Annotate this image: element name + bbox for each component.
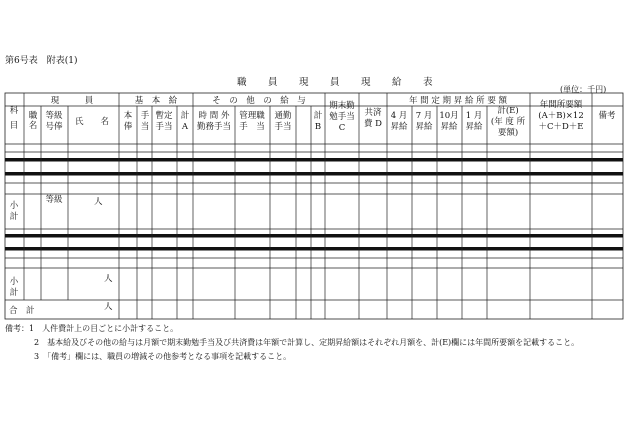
kei-a-header: 計 [180,111,190,121]
note-3: 3 「備考」欄には、職員の増減その他参考となる事項を記載すること。 [34,352,292,361]
person-unit-1: 人 [94,197,103,207]
kihonkyu-header: 基 本 給 [134,96,178,106]
unit-label: (単位：千円) [560,85,607,94]
kei-e-header: 計(E) [497,106,519,116]
kei-b-header-2: B [314,122,322,132]
tokyu-header-2: 号俸 [45,122,63,132]
jan-header: 1 月 [465,111,483,121]
tokyu-header: 等級 [45,111,63,121]
shokyu-header: 年 間 定 期 昇 給 所 要 額 [408,96,508,106]
jan-header-2: 昇給 [465,122,483,132]
kamoku-header-2: 目 [9,121,19,131]
salary-table [4,0,624,441]
zantei-header-2: 手当 [155,122,173,132]
jikangai-header: 時 間 外 [198,111,230,121]
shimei-header: 氏 名 [74,117,110,127]
grand-total-label: 合 計 [9,306,35,316]
jul-header-2: 昇給 [415,122,433,132]
kei-a-header-2: A [181,122,189,132]
shokumei-header-2: 名 [28,121,38,131]
apr-header: 4 月 [390,111,408,121]
form-number-label: 第6号表 附表(1) [5,56,78,66]
kei-e-header-3: 要額) [497,128,519,138]
page-title: 職 員 現 員 現 給 表 [237,77,439,88]
nenkan-header-2: (A＋B)×12 [538,111,584,121]
kimatsu-header-2: 勉手当 [329,112,355,122]
subtotal-label-1: 小 [9,201,19,211]
shokumei-header: 職 [28,111,38,121]
tsukin-header-2: 手当 [274,122,292,132]
kyosai-header: 共済 [364,108,382,118]
subtotal-label-2: 小 [9,277,19,287]
person-unit-2: 人 [104,274,113,284]
note-2: 2 基本給及びその他の給与は月額で期末勤勉手当及び共済費は年額で計算し、定期昇給額はそれぞれ月額を、計(E)欄には年間所要額を記載すること。 [34,338,580,347]
nenkan-header: 年間所要額 [539,100,583,110]
biko-header: 備考 [598,111,616,121]
tsukin-header: 通勤 [274,111,292,121]
kanrishoku-header-2: 手 当 [239,122,265,132]
subtotal-label-1b: 計 [9,212,19,222]
zantei-header: 暫定 [155,111,173,121]
kimatsu-header-3: C [338,123,346,133]
kei-b-header: 計 [313,111,323,121]
genin-header: 現 員 [50,96,94,106]
subtotal-label-2b: 計 [9,288,19,298]
oct-header: 10月 [439,111,459,121]
grade-label: 等級 [45,195,63,205]
jikangai-header-2: 勤務手当 [196,122,232,132]
oct-header-2: 昇給 [440,122,458,132]
kamoku-header: 科 [9,106,19,116]
teate-header: 手 [140,111,150,121]
kimatsu-header: 期末勤 [329,101,355,111]
nenkan-header-3: ＋C＋D＋E [538,122,584,132]
kanrishoku-header: 管理職 [239,111,265,121]
honpo-header-2: 俸 [123,122,133,132]
note-1: 備考：1 人件費計上の目ごとに小計すること。 [5,324,179,333]
kei-e-header-2: (年 度 所 [490,117,526,127]
teate-header-2: 当 [140,122,150,132]
apr-header-2: 昇給 [390,122,408,132]
kyosai-header-2: 費 D [363,119,383,129]
person-unit-3: 人 [104,302,113,312]
honpo-header: 本 [123,111,133,121]
sonota-header: そ の 他 の 給 与 [212,96,306,106]
jul-header: 7 月 [415,111,433,121]
